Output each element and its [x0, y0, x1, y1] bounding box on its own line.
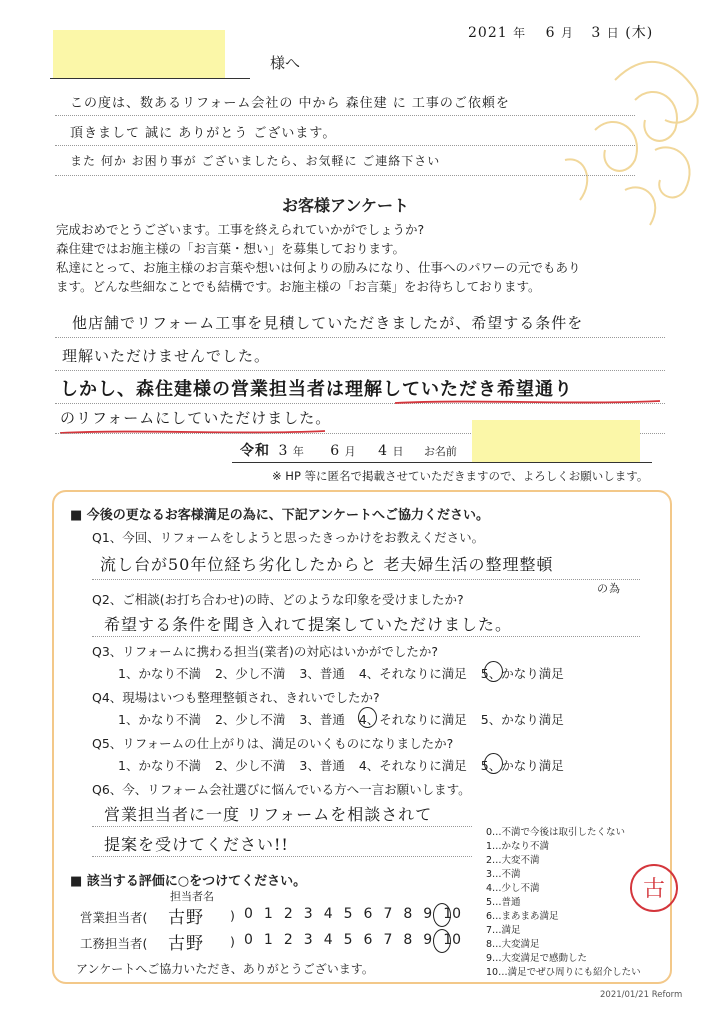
- name-label: お名前: [423, 445, 457, 458]
- sales-paren-close: ): [230, 908, 235, 923]
- q6-answer-1: 営業担当者に一度 リフォームを相談されて: [104, 805, 433, 824]
- q6-rule-1: [92, 826, 472, 827]
- q5-option-5[interactable]: 5、かなり満足: [480, 758, 564, 773]
- survey-intro: [56, 220, 676, 296]
- comment-line-3: しかし、森住建様の営業担当者は理解していただき希望通り: [60, 379, 573, 400]
- works-rating-4[interactable]: 4: [323, 932, 333, 948]
- intro-line-3: 私達にとって、お施主様のお言葉や想いは何よりの励みになり、仕事へのパワーの元でもあり: [56, 260, 581, 275]
- intro-line-2: 森住建ではお施主様の「お言葉・想い」を募集しております。: [56, 241, 406, 256]
- works-selected-circle: [433, 929, 451, 953]
- q5-selected-circle: [484, 753, 503, 774]
- q2-text: Q2、ご相談(お打ち合わせ)の時、どのような印象を受けましたか?: [92, 592, 464, 607]
- legend-6: 6…まあまあ満足: [486, 911, 559, 922]
- comment-line-2: 理解いただけませんでした。: [62, 347, 271, 365]
- letter-line-1: この度は、数あるリフォーム会社の 中から 森住建 に 工事のご依頼を: [70, 96, 510, 111]
- legend-8: 8…大変満足: [486, 939, 540, 950]
- staff-name-label: 担当者名: [170, 890, 214, 903]
- sign-date: [240, 440, 457, 460]
- anonymous-note: ※ HP 等に匿名で掲載させていただきますので、よろしくお願いします。: [272, 469, 649, 483]
- sales-rating-3[interactable]: 3: [303, 906, 313, 922]
- legend-4: 4…少し不満: [486, 883, 540, 894]
- letter-rule-2: [55, 145, 635, 146]
- q3-option-3[interactable]: 3、普通: [299, 666, 345, 681]
- sales-selected-circle: [433, 903, 451, 927]
- works-rating-5[interactable]: 5: [343, 932, 353, 948]
- comment-rule-2: [55, 370, 665, 371]
- intro-line-4: ます。どんな些細なことでも結構です。お施主様の「お言葉」をお待ちしております。: [56, 279, 541, 294]
- date-year: 2021: [468, 25, 508, 41]
- date-month-unit: 月: [560, 26, 574, 40]
- q5-option-1[interactable]: 1、かなり不満: [118, 758, 201, 773]
- comment-rule-1: [55, 337, 665, 338]
- q5-text: Q5、リフォームの仕上がりは、満足のいくものになりましたか?: [92, 736, 454, 751]
- legend-5: 5…普通: [486, 897, 521, 908]
- works-rating-scale: [244, 932, 461, 948]
- letter-rule-1: [55, 115, 635, 116]
- footer-version: 2021/01/21 Reform: [600, 990, 683, 1000]
- works-rating-7[interactable]: 7: [383, 932, 393, 948]
- q5-option-4[interactable]: 4、それなりに満足: [358, 758, 467, 773]
- letter-date: [468, 22, 653, 42]
- q3-option-5[interactable]: 5、かなり満足: [480, 666, 564, 681]
- works-name: 古野: [168, 934, 204, 954]
- q6-answer-2: 提案を受けてください!!: [104, 835, 289, 854]
- works-paren-close: ): [230, 934, 235, 949]
- name-redaction: [472, 420, 640, 462]
- q5-option-2[interactable]: 2、少し不満: [214, 758, 286, 773]
- q2-answer: 希望する条件を聞き入れて提案していただけました。: [104, 615, 513, 634]
- works-rating-0[interactable]: 0: [244, 932, 253, 948]
- sign-month-unit: 月: [344, 445, 356, 458]
- legend-2: 2…大変不満: [486, 855, 540, 866]
- letter-line-3: また 何か お困り事が ございましたら、お気軽に ご連絡下さい: [70, 154, 441, 168]
- works-rating-6[interactable]: 6: [363, 932, 373, 948]
- q1-answer-note: の為: [597, 582, 621, 595]
- q3-option-1[interactable]: 1、かなり不満: [118, 666, 201, 681]
- q6-rule-2: [92, 856, 472, 857]
- legend-3: 3…不満: [486, 869, 521, 880]
- sales-rating-5[interactable]: 5: [343, 906, 353, 922]
- letter-rule-3: [55, 175, 635, 176]
- sign-line: [232, 462, 652, 463]
- sales-rating-9[interactable]: 9: [423, 906, 433, 922]
- q3-options: [118, 664, 638, 682]
- sales-rating-8[interactable]: 8: [403, 906, 413, 922]
- intro-line-1: 完成おめでとうございます。工事を終えられていかがでしょうか?: [56, 222, 425, 237]
- legend-1: 1…かなり不満: [486, 841, 550, 852]
- questionnaire-heading: ■ 今後の更なるお客様満足の為に、下記アンケートへご協力ください。: [70, 508, 490, 523]
- red-seal: [630, 864, 678, 912]
- q3-option-2[interactable]: 2、少し不満: [214, 666, 286, 681]
- addressee-line: [50, 78, 250, 79]
- q5-option-3[interactable]: 3、普通: [299, 758, 345, 773]
- q4-text: Q4、現場はいつも整理整頓され、きれいでしたか?: [92, 690, 380, 705]
- sales-rating-7[interactable]: 7: [383, 906, 393, 922]
- works-rating-9[interactable]: 9: [423, 932, 433, 948]
- q2-rule: [92, 636, 640, 637]
- sales-label: 営業担当者(: [80, 910, 148, 925]
- seal-text: 古: [642, 877, 665, 902]
- q6-text: Q6、今、リフォーム会社選びに悩んでいる方へ一言お願いします。: [92, 782, 471, 797]
- floral-decoration: [555, 40, 724, 240]
- q5-options: [118, 756, 638, 774]
- date-year-unit: 年: [513, 26, 527, 40]
- sign-month: 6: [330, 443, 341, 459]
- works-rating-2[interactable]: 2: [283, 932, 293, 948]
- q3-text: Q3、リフォームに携わる担当(業者)の対応はいかがでしたか?: [92, 644, 439, 659]
- sales-rating-6[interactable]: 6: [363, 906, 373, 922]
- sign-year: 3: [278, 443, 289, 459]
- sales-rating-4[interactable]: 4: [323, 906, 333, 922]
- comment-line-4: のリフォームにしていただけました。: [60, 409, 332, 427]
- rating-heading: ■ 該当する評価に○をつけてください。: [70, 874, 307, 889]
- q4-option-1[interactable]: 1、かなり不満: [118, 712, 201, 727]
- sales-rating-10[interactable]: 10: [443, 906, 462, 922]
- addressee-suffix: 様へ: [270, 54, 301, 72]
- letter-line-2: 頂きまして 誠に ありがとう ございます。: [70, 126, 337, 141]
- q4-option-3[interactable]: 3、普通: [299, 712, 345, 727]
- sign-era: 令和: [240, 443, 270, 459]
- sales-rating-2[interactable]: 2: [283, 906, 293, 922]
- q4-options: [118, 710, 638, 728]
- q4-option-4[interactable]: 4、それなりに満足: [358, 712, 467, 727]
- q3-selected-circle: [484, 661, 503, 682]
- date-month: 6: [545, 25, 556, 41]
- q3-option-4[interactable]: 4、それなりに満足: [358, 666, 467, 681]
- legend-7: 7…満足: [486, 925, 521, 936]
- works-rating-1[interactable]: 1: [263, 932, 273, 948]
- legend-9: 9…大変満足で感動した: [486, 953, 588, 964]
- date-weekday: (木): [625, 25, 654, 41]
- sign-day: 4: [378, 443, 389, 459]
- thanks-text: アンケートへご協力いただき、ありがとうございます。: [76, 962, 374, 976]
- sales-rating-0[interactable]: 0: [244, 906, 253, 922]
- works-rating-8[interactable]: 8: [403, 932, 413, 948]
- sales-name: 古野: [168, 908, 204, 928]
- comment-line-1: 他店舗でリフォーム工事を見積していただきましたが、希望する条件を: [72, 314, 584, 332]
- q1-rule: [92, 579, 640, 580]
- works-rating-3[interactable]: 3: [303, 932, 313, 948]
- sales-rating-1[interactable]: 1: [263, 906, 273, 922]
- q4-option-2[interactable]: 2、少し不満: [214, 712, 286, 727]
- q1-text: Q1、今回、リフォームをしようと思ったきっかけをお教えください。: [92, 530, 485, 545]
- sign-day-unit: 日: [392, 445, 404, 458]
- q1-answer: 流し台が50年位経ち劣化したからと 老夫婦生活の整理整頓: [100, 555, 554, 574]
- works-label: 工務担当者(: [80, 936, 148, 951]
- q4-selected-circle: [358, 707, 377, 728]
- q4-option-5[interactable]: 5、かなり満足: [480, 712, 564, 727]
- sign-year-unit: 年: [292, 445, 304, 458]
- sales-rating-scale: [244, 906, 461, 922]
- date-day-unit: 日: [606, 26, 620, 40]
- survey-title: お客様アンケート: [282, 196, 410, 215]
- addressee-redaction: [53, 30, 225, 78]
- date-day: 3: [591, 25, 602, 41]
- works-rating-10[interactable]: 10: [443, 932, 462, 948]
- legend-10: 10…満足でぜひ周りにも紹介したい: [486, 967, 641, 978]
- legend-0: 0…不満で今後は取引したくない: [486, 827, 626, 838]
